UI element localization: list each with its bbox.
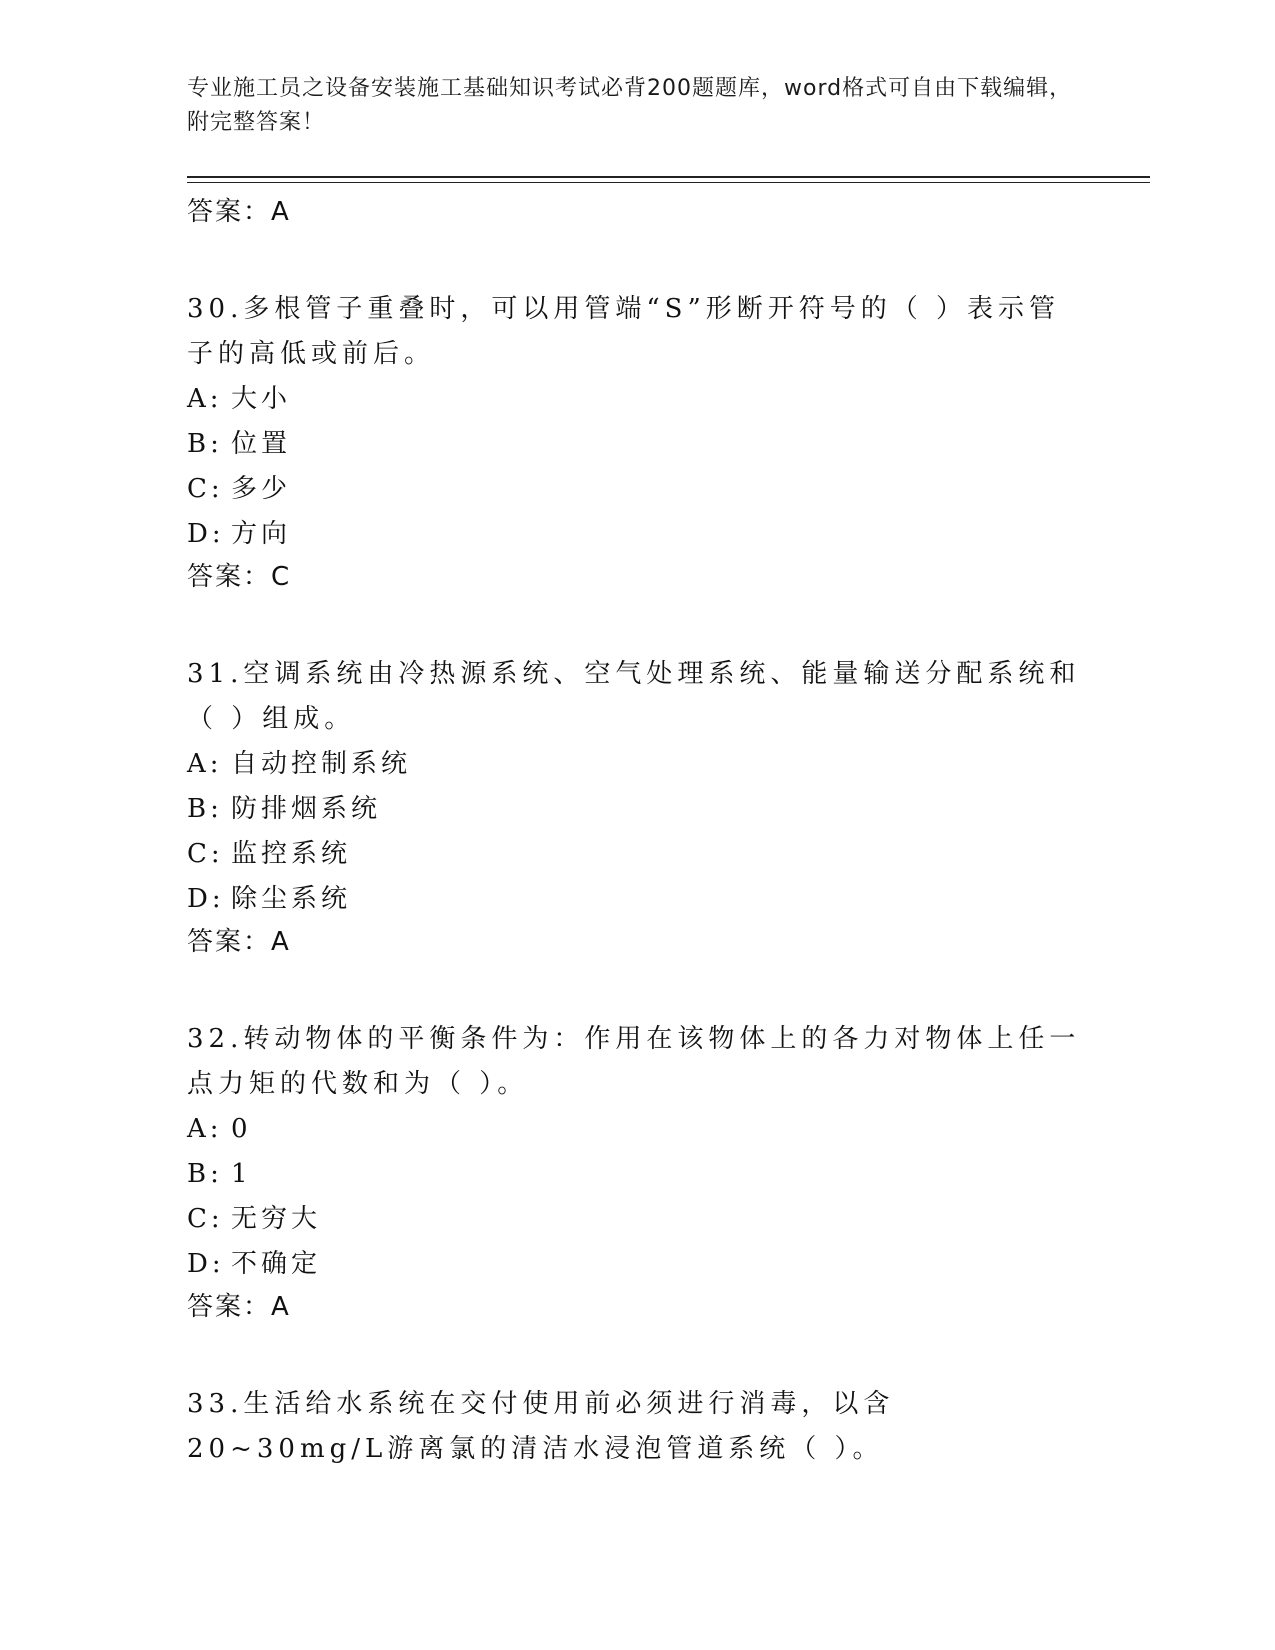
option-b: B: 1 (187, 1159, 252, 1189)
option-d: D: 不确定 (187, 1249, 322, 1279)
question-item-31 (187, 652, 1087, 962)
answer-line: 答案：C (187, 562, 292, 592)
header-rule-thin (187, 182, 1150, 183)
question-item-30 (187, 287, 1087, 597)
document-header: 专业施工员之设备安装施工基础知识考试必背200题题库，word格式可自由下载编辑，附完整答案！ (187, 76, 1073, 135)
option-d: D: 除尘系统 (187, 884, 352, 914)
option-a: A: 自动控制系统 (187, 749, 412, 779)
option-a: A: 0 (187, 1114, 252, 1144)
header-rule-thick (187, 176, 1150, 178)
option-c: C: 监控系统 (187, 839, 352, 869)
question-stem: 32.转动物体的平衡条件为：作用在该物体上的各力对物体上任一点力矩的代数和为（ ）。 (187, 1024, 1081, 1099)
option-c: C: 无穷大 (187, 1204, 322, 1234)
answer-line: 答案：A (187, 197, 291, 227)
question-stem: 30.多根管子重叠时，可以用管端“S”形断开符号的（ ）表示管子的高低或前后。 (187, 294, 1061, 369)
answer-line: 答案：A (187, 927, 291, 957)
question-stem: 31.空调系统由冷热源系统、空气处理系统、能量输送分配系统和（ ）组成。 (187, 659, 1081, 734)
question-item-32 (187, 1017, 1087, 1327)
option-b: B: 位置 (187, 429, 292, 459)
answer-line: 答案：A (187, 1292, 291, 1322)
option-b: B: 防排烟系统 (187, 794, 382, 824)
question-item-33 (187, 1382, 1087, 1472)
option-d: D: 方向 (187, 519, 292, 549)
option-c: C: 多少 (187, 474, 292, 504)
question-list (187, 192, 1087, 1472)
option-a: A: 大小 (187, 384, 292, 414)
question-stem: 33.生活给水系统在交付使用前必须进行消毒，以含20~30mg/L游离氯的清洁水浸泡管道系统（ ）。 (187, 1389, 895, 1464)
